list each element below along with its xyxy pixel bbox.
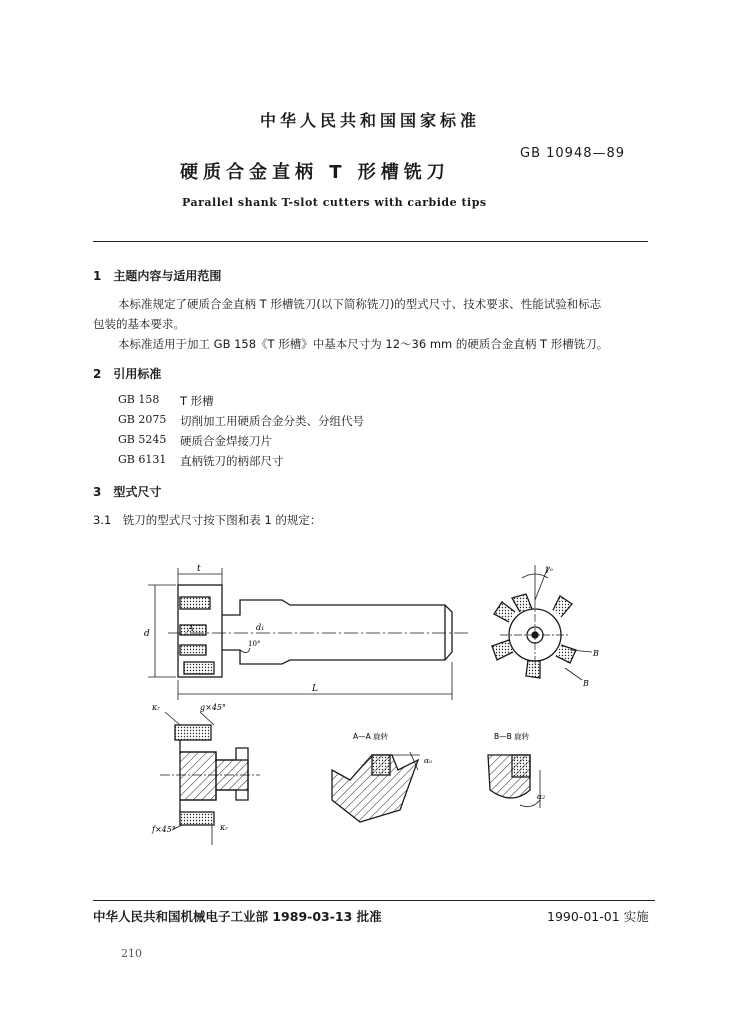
carbide-tip <box>180 645 206 655</box>
section-1-p2: 本标准适用于加工 GB 158《T 形槽》中基本尺寸为 12～36 mm 的硬质合金直柄 T 形槽铣刀。 <box>118 337 609 351</box>
label-f45: f×45° <box>152 825 176 834</box>
section-1-p1-line2: 包装的基本要求。 <box>93 317 185 331</box>
ref-code: GB 6131 <box>118 453 167 466</box>
ref-title: 切削加工用硬质合金分类、分组代号 <box>180 414 364 428</box>
ref-code: GB 158 <box>118 393 160 406</box>
standard-org: 中华人民共和国国家标准 <box>259 111 480 130</box>
label-l: L <box>312 684 318 694</box>
label-10deg: 10° <box>248 640 261 648</box>
label-alpha-o2: α₂ <box>537 792 546 801</box>
label-section-bb: B—B 旋转 <box>494 732 530 741</box>
section-2-heading: 2 引用标准 <box>93 367 162 381</box>
section-1-p1-line1: 本标准规定了硬质合金直柄 T 形槽铣刀(以下简称铣刀)的型式尺寸、技术要求、性能试验和标志 <box>118 297 602 311</box>
footer-rule <box>93 900 655 901</box>
label-section-aa: A—A 旋转 <box>353 732 389 741</box>
label-b: B <box>593 649 599 658</box>
effective-date: 1990-01-01 实施 <box>547 909 649 924</box>
carbide-tip <box>180 597 210 609</box>
ref-title: T 形槽 <box>180 394 214 408</box>
side-view <box>148 568 470 700</box>
section-b-b <box>488 755 540 808</box>
carbide-tip <box>184 662 214 674</box>
section-1-heading: 1 主题内容与适用范围 <box>93 269 222 283</box>
label-d1: d₁ <box>256 623 265 632</box>
shank-outline <box>222 600 452 664</box>
label-alpha-o: αₒ <box>424 756 432 765</box>
title-cn: 硬质合金直柄 T 形槽铣刀 <box>180 162 450 183</box>
label-gamma: γₒ <box>545 564 553 573</box>
ref-code: GB 5245 <box>118 433 167 446</box>
ref-title: 硬质合金焊接刀片 <box>180 434 272 448</box>
label-kr-bottom: κᵣ <box>220 823 229 832</box>
label-t: t <box>197 564 201 574</box>
section-3-heading: 3 型式尺寸 <box>93 485 162 499</box>
ref-title: 直柄铣刀的柄部尺寸 <box>180 454 284 468</box>
standard-code: GB 10948—89 <box>520 146 626 161</box>
label-g45: g×45° <box>200 703 227 712</box>
approval-text: 中华人民共和国机械电子工业部 1989-03-13 批准 <box>93 909 382 924</box>
title-en: Parallel shank T-slot cutters with carbide tips <box>182 196 487 209</box>
label-d: d <box>144 629 150 639</box>
section-a-a <box>332 752 420 822</box>
label-kr-top: κᵣ <box>152 703 161 712</box>
ref-code: GB 2075 <box>118 413 167 426</box>
page-number: 210 <box>121 947 142 960</box>
end-view <box>492 565 592 680</box>
label-a: A <box>188 624 194 633</box>
section-3-1-text: 3.1 铣刀的型式尺寸按下图和表 1 的规定： <box>93 513 322 527</box>
label-b: B <box>583 679 589 688</box>
